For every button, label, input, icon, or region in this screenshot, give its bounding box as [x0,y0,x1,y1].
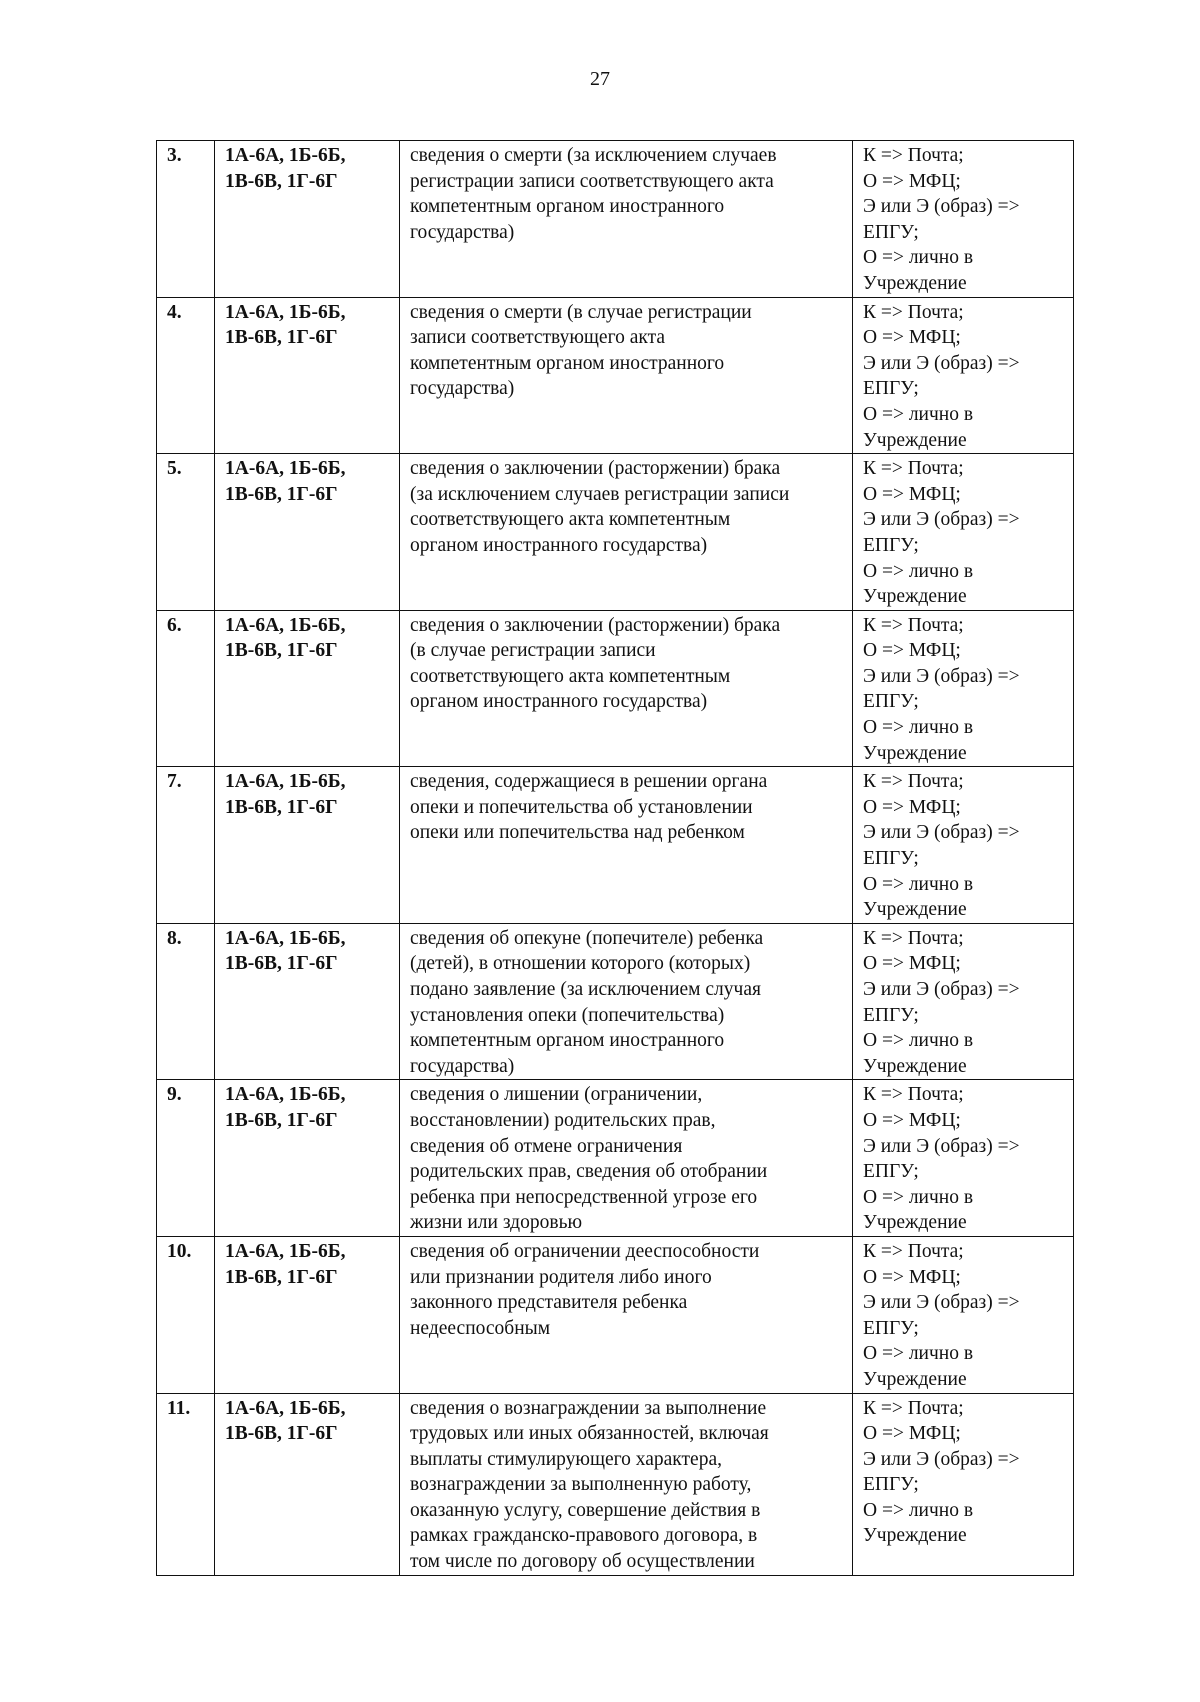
description-line: (за исключением случаев регистрации записи [410,483,790,505]
description-line: сведения об ограничении дееспособности [410,1240,760,1262]
table-row [157,767,1074,924]
codes-line: 1В-6В, 1Г-6Г [225,483,338,505]
method-line: О => лично в [863,873,974,895]
method-line: К => Почта; [863,458,964,480]
method-line: ЕПГУ; [863,221,919,243]
method-line: Учреждение [863,272,967,294]
description-line: (детей), в отношении которого (которых) [410,953,751,975]
method-line: Э или Э (образ) => [863,665,1020,687]
method-line: О => лично в [863,1030,974,1052]
description-line: сведения, содержащиеся в решении органа [410,771,768,793]
description-line: трудовых или иных обязанностей, включая [410,1423,769,1445]
method-line: Учреждение [863,586,967,608]
method-line: ЕПГУ; [863,691,919,713]
row-number: 6. [157,610,215,767]
row-description [400,454,853,611]
table-row [157,297,1074,454]
row-submission-method [853,1080,1074,1237]
method-line: О => МФЦ; [863,327,961,349]
method-line: Учреждение [863,742,967,764]
description-line: установления опеки (попечительства) [410,1004,725,1026]
table-body [157,141,1074,1576]
row-description [400,1080,853,1237]
description-line: вознаграждении за выполненную работу, [410,1474,752,1496]
row-codes [215,923,400,1080]
documents-table [156,140,1074,1576]
description-line: сведения о заключении (расторжении) брака [410,458,781,480]
row-submission-method [853,1393,1074,1575]
description-line: жизни или здоровью [410,1212,583,1234]
description-line: рамках гражданско-правового договора, в [410,1525,758,1547]
method-line: К => Почта; [863,1397,964,1419]
description-line: сведения об отмене ограничения [410,1135,683,1157]
page-number: 27 [590,68,610,90]
row-submission-method [853,610,1074,767]
method-line: ЕПГУ; [863,1004,919,1026]
row-number: 3. [157,141,215,298]
codes-line: 1В-6В, 1Г-6Г [225,1266,338,1288]
row-number: 10. [157,1236,215,1393]
row-codes [215,767,400,924]
table-row [157,1236,1074,1393]
description-line: выплаты стимулирующего характера, [410,1448,722,1470]
method-line: ЕПГУ; [863,1317,919,1339]
table-row [157,923,1074,1080]
codes-line: 1В-6В, 1Г-6Г [225,1423,338,1445]
method-line: К => Почта; [863,927,964,949]
method-line: К => Почта; [863,1084,964,1106]
method-line: О => лично в [863,247,974,269]
row-codes [215,297,400,454]
table-row [157,454,1074,611]
method-line: Э или Э (образ) => [863,1135,1020,1157]
row-submission-method [853,1236,1074,1393]
row-description [400,923,853,1080]
method-line: ЕПГУ; [863,1474,919,1496]
row-submission-method [853,141,1074,298]
row-number: 4. [157,297,215,454]
row-codes [215,1236,400,1393]
description-line: компетентным органом иностранного [410,352,725,374]
row-codes [215,454,400,611]
description-line: соответствующего акта компетентным [410,665,731,687]
method-line: Учреждение [863,1212,967,1234]
row-submission-method [853,297,1074,454]
codes-line: 1А-6А, 1Б-6Б, [225,458,346,480]
row-description [400,1236,853,1393]
method-line: О => МФЦ; [863,1109,961,1131]
row-number: 9. [157,1080,215,1237]
codes-line: 1А-6А, 1Б-6Б, [225,145,346,166]
description-line: опеки или попечительства над ребенком [410,822,745,844]
row-description [400,297,853,454]
method-line: К => Почта; [863,1240,964,1262]
codes-line: 1А-6А, 1Б-6Б, [225,614,346,636]
codes-line: 1В-6В, 1Г-6Г [225,953,338,975]
method-line: Учреждение [863,1525,967,1547]
description-line: недееспособным [410,1317,551,1339]
row-codes [215,1080,400,1237]
row-description [400,610,853,767]
method-line: О => МФЦ; [863,1266,961,1288]
table-row [157,1393,1074,1575]
method-line: О => лично в [863,1186,974,1208]
method-line: Э или Э (образ) => [863,1448,1020,1470]
description-line: законного представителя ребенка [410,1292,688,1314]
description-line: ребенка при непосредственной угрозе его [410,1186,758,1208]
method-line: К => Почта; [863,614,964,636]
codes-line: 1В-6В, 1Г-6Г [225,640,338,662]
method-line: О => МФЦ; [863,796,961,818]
method-line: Э или Э (образ) => [863,822,1020,844]
description-line: оказанную услугу, совершение действия в [410,1499,761,1521]
codes-line: 1А-6А, 1Б-6Б, [225,1084,346,1106]
description-line: государства) [410,378,515,400]
row-description [400,141,853,298]
method-line: ЕПГУ; [863,1161,919,1183]
codes-line: 1В-6В, 1Г-6Г [225,170,338,192]
description-line: восстановлении) родительских прав, [410,1109,716,1131]
row-description [400,1393,853,1575]
method-line: Э или Э (образ) => [863,509,1020,531]
row-submission-method [853,767,1074,924]
method-line: ЕПГУ; [863,378,919,400]
description-line: сведения о смерти (в случае регистрации [410,301,752,323]
table-row [157,141,1074,298]
method-line: О => МФЦ; [863,483,961,505]
description-line: органом иностранного государства) [410,691,708,713]
description-line: регистрации записи соответствующего акта [410,170,774,192]
description-line: опеки и попечительства об установлении [410,796,753,818]
method-line: О => лично в [863,403,974,425]
method-line: О => лично в [863,717,974,739]
method-line: Э или Э (образ) => [863,196,1020,218]
row-codes [215,610,400,767]
table-row [157,1080,1074,1237]
description-line: сведения о смерти (за исключением случаев [410,145,777,166]
description-line: (в случае регистрации записи [410,640,656,662]
row-number: 5. [157,454,215,611]
codes-line: 1А-6А, 1Б-6Б, [225,1397,346,1419]
method-line: О => МФЦ; [863,953,961,975]
row-number: 7. [157,767,215,924]
method-line: Учреждение [863,899,967,921]
codes-line: 1А-6А, 1Б-6Б, [225,301,346,323]
description-line: органом иностранного государства) [410,534,708,556]
description-line: соответствующего акта компетентным [410,509,731,531]
description-line: записи соответствующего акта [410,327,665,349]
method-line: Э или Э (образ) => [863,352,1020,374]
codes-line: 1В-6В, 1Г-6Г [225,1109,338,1131]
codes-line: 1А-6А, 1Б-6Б, [225,927,346,949]
method-line: К => Почта; [863,771,964,793]
row-description [400,767,853,924]
description-line: подано заявление (за исключением случая [410,979,761,1000]
method-line: О => лично в [863,1499,974,1521]
description-line: компетентным органом иностранного [410,196,725,218]
description-line: сведения о заключении (расторжении) брака [410,614,781,636]
table-row [157,610,1074,767]
row-submission-method [853,923,1074,1080]
method-line: Учреждение [863,1368,967,1390]
description-line: государства) [410,1055,515,1077]
description-line: родительских прав, сведения об отобрании [410,1161,768,1183]
description-line: государства) [410,221,515,243]
description-line: сведения о лишении (ограничении, [410,1084,703,1106]
description-line: сведения об опекуне (попечителе) ребенка [410,927,764,949]
row-codes [215,141,400,298]
row-number: 8. [157,923,215,1080]
method-line: К => Почта; [863,145,964,166]
codes-line: 1А-6А, 1Б-6Б, [225,1240,346,1262]
method-line: О => МФЦ; [863,170,961,192]
description-line: том числе по договору об осуществлении [410,1551,755,1573]
description-line: сведения о вознаграждении за выполнение [410,1397,767,1419]
method-line: Э или Э (образ) => [863,1292,1020,1314]
method-line: Э или Э (образ) => [863,979,1020,1000]
row-codes [215,1393,400,1575]
method-line: О => лично в [863,560,974,582]
description-line: или признании родителя либо иного [410,1266,712,1288]
method-line: О => МФЦ; [863,640,961,662]
codes-line: 1А-6А, 1Б-6Б, [225,771,346,793]
method-line: Учреждение [863,429,967,451]
method-line: ЕПГУ; [863,848,919,870]
description-line: компетентным органом иностранного [410,1030,725,1052]
row-number: 11. [157,1393,215,1575]
method-line: ЕПГУ; [863,534,919,556]
codes-line: 1В-6В, 1Г-6Г [225,327,338,349]
method-line: Учреждение [863,1055,967,1077]
method-line: К => Почта; [863,301,964,323]
method-line: О => лично в [863,1343,974,1365]
codes-line: 1В-6В, 1Г-6Г [225,796,338,818]
method-line: О => МФЦ; [863,1423,961,1445]
row-submission-method [853,454,1074,611]
